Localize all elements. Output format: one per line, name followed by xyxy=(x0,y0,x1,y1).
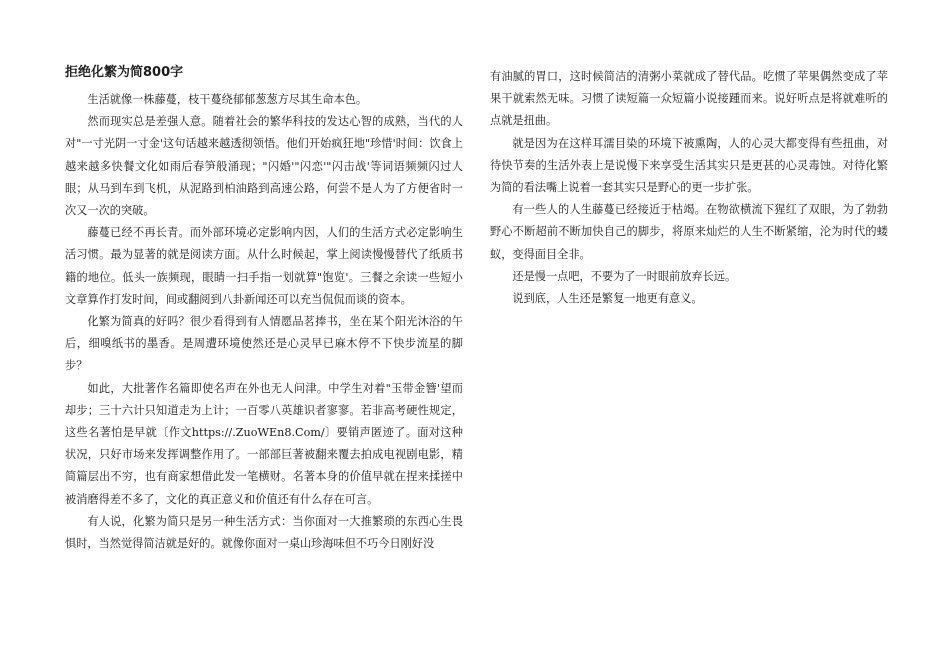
essay-title: 拒绝化繁为简800字 xyxy=(65,65,184,80)
paragraph-continuation: 有油腻的胃口，这时候简洁的清粥小菜就成了替代品。吃惯了苹果偶然变成了苹果干就索然无味。习惯了读短篇一众短篇小说接踵而来。说好听点是将就难听的点就是扭曲。 xyxy=(490,70,888,128)
paragraph: 有人说，化繁为简只是另一种生活方式：当你面对一大推繁琐的东西心生畏惧时，当然觉得简洁就是好的。就像你面对一桌山珍海味但不巧今日刚好没 xyxy=(65,514,463,551)
paragraph: 化繁为简真的好吗？很少看得到有人情愿品茗捧书，坐在某个阳光沐浴的午后，细嗅纸书的墨香。是周遭环境使然还是心灵早已麻木停不下快步流星的脚步？ xyxy=(65,315,463,373)
paragraph: 然而现实总是差强人意。随着社会的繁华科技的发达心智的成熟，当代的人对"一寸光阴一寸金'这句话越来越透彻领悟。他们开始疯狂地"珍惜'时间：饮食上越来越多快餐文化如雨后春笋般涌现；"闪婚'"闪恋'"闪击战'等词语频频闪过人眼；从马到车到飞机，从泥路到柏油路到高速公路，何尝不是人为了方便省时一次又一次的突破。 xyxy=(65,115,463,218)
paragraph: 还是慢一点吧，不要为了一时眼前放弃长远。 xyxy=(512,269,737,283)
paragraph: 藤蔓已经不再长青。而外部环境必定影响内因，人们的生活方式必定影响生活习惯。最为显著的就是阅读方面。从什么时候起，掌上阅读慢慢替代了纸质书籍的地位。低头一族频现，眼睛一扫手指一划就算"饱览'。三餐之余读一些短小文章算作打发时间，间或翻阅到八卦新闻还可以充当侃侃而谈的资本。 xyxy=(65,226,463,306)
paragraph: 有一些人的人生藤蔓已经接近于枯竭。在物欲横流下猩红了双眼，为了勃勃野心不断超前不断加快自己的脚步，将原来灿烂的人生不断紧缩，沦为时代的蝼蚁，变得面目全非。 xyxy=(490,203,888,261)
right-column xyxy=(490,66,888,310)
paragraph: 说到底，人生还是繁复一地更有意义。 xyxy=(512,292,703,306)
paragraph: 就是因为在这样耳濡目染的环境下被熏陶，人的心灵大都变得有些扭曲，对待快节奏的生活外表上是说慢下来享受生活其实只是更甚的心灵毒蚀。对待化繁为简的看法嘴上说着一套其实只是野心的更一步扩张。 xyxy=(490,136,888,195)
paragraph: 如此，大批著作名篇即使名声在外也无人问津。中学生对着"玉带金簪'望而却步；三十六计只知道走为上计；一百零八英雄识者寥寥。若非高考硬性规定，这些名著怕是早就〔作文https://.ZuoWEn8.Com/〕要销声匿迹了。面对这种状况，只好市场来发挥调整作用了。一部部巨著被翻来覆去拍成电视剧电影，精简篇层出不穷，也有商家想借此发一笔横财。名著本身的价值早就在捏来揉搓中被消磨得差不多了，文化的真正意义和价值还有什么存在可言。 xyxy=(65,381,463,506)
left-column xyxy=(65,64,463,555)
paragraph: 生活就像一株藤蔓，枝干蔓绕郁郁葱葱方尽其生命本色。 xyxy=(87,93,368,106)
